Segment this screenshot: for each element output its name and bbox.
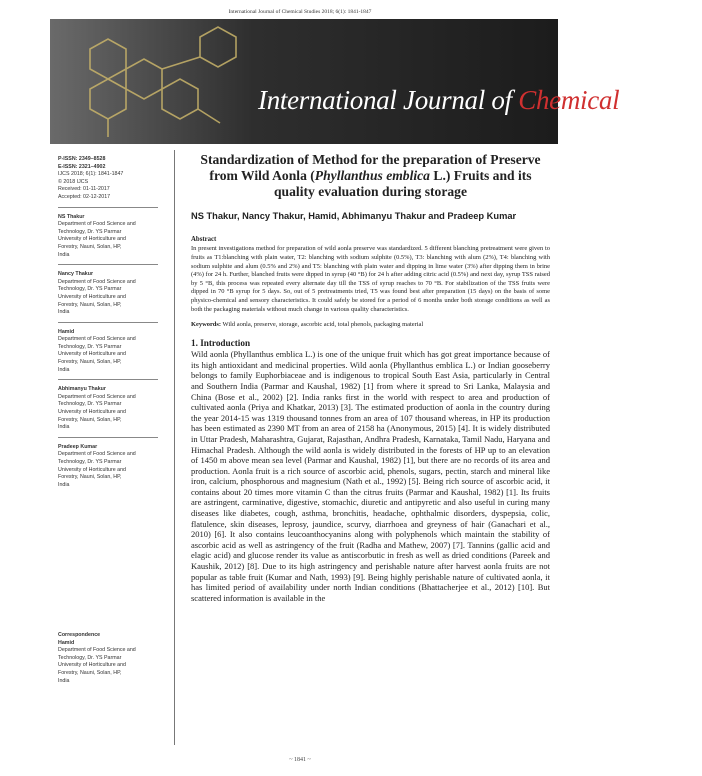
affiliation-line: Department of Food Science and: [58, 278, 136, 285]
keywords-label: Keywords:: [191, 321, 222, 329]
keywords-text: Wild aonla, preserve, storage, ascorbic acid, total phenols, packaging material: [221, 321, 424, 329]
left-sidebar: [58, 156, 168, 489]
correspondence-line: Forestry, Nauni, Solan, HP,: [58, 669, 122, 676]
affiliation-line: India: [58, 251, 70, 258]
keywords: [191, 321, 550, 328]
affiliation-line: University of Horticulture and: [58, 293, 127, 300]
author-affiliation: [58, 444, 168, 490]
correspondence-line: Department of Food Science and: [58, 647, 136, 654]
affiliation-line: India: [58, 309, 70, 316]
author-affiliation: [58, 214, 168, 260]
correspondence-line: Technology, Dr. YS Parmar: [58, 654, 122, 661]
affiliation-author-name: Pradeep Kumar: [58, 443, 98, 450]
column-divider: [174, 150, 175, 745]
author-affiliation: [58, 386, 168, 432]
accepted-date: Accepted: 02-12-2017: [58, 193, 111, 200]
journal-title: International Journal of Chemical Studies: [258, 85, 702, 115]
copyright: © 2018 IJCS: [58, 178, 89, 185]
affiliation-line: Forestry, Nauni, Solan, HP,: [58, 416, 122, 423]
paper-authors: NS Thakur, Nancy Thakur, Hamid, Abhimanyu Thakur and Pradeep Kumar: [191, 210, 517, 221]
affiliation-line: University of Horticulture and: [58, 409, 127, 416]
paper-title: Standardization of Method for the preparation of Preserve from Wild Aonla (Phyllanthus emblica L.) Fruits and its quality evaluation during storage: [200, 152, 541, 200]
introduction-heading: 1. Introduction: [191, 338, 251, 349]
divider: [58, 437, 158, 438]
correspondence-line: India: [58, 677, 70, 684]
correspondence-line: University of Horticulture and: [58, 662, 127, 669]
affiliation-author-name: Hamid: [58, 328, 75, 335]
affiliation-line: Technology, Dr. YS Parmar: [58, 286, 122, 293]
abstract-text: In present investigations method for preparation of wild aonla preserve was standardized. 5 different blanching pretreatment were given to fruits as T1:blanching with plain water, T2: blanching with sodium sulphite (0.5%), T3: blanching with alum (2%), T4: blanching with sodium sulphite and alum (0.5% and 2%) and T5: blanching with plain water and dipping in lime water (3%) after dipping them in brine (4%) for 24 h. Further, blanched fruits were dipped in syrup (40 °B) for 24 h after adding citric acid (0.5%) and next day, syrup TSS raised by 5 °B, this process was repeated every alternate day till the TSS of syrup reaches to 70 °B. For stabilization of the TSS fruits were dipped in 70 °B syrup for 5 days. So, out of 5 pretreatments tried, T5 was found best after preparation (15 days) on the basis of some physico-chemical and sensory characteristics. It could safely be stored for a period of 6 months under both storage conditions as well as both the packaging materials without much change in various quality characteristics.: [191, 245, 550, 313]
affiliation-line: Technology, Dr. YS Parmar: [58, 343, 122, 350]
affiliation-line: University of Horticulture and: [58, 351, 127, 358]
affiliation-author-name: Abhimanyu Thakur: [58, 386, 106, 393]
affiliation-line: India: [58, 366, 70, 373]
affiliation-line: India: [58, 481, 70, 488]
author-affiliation: [58, 271, 168, 317]
pissn: P-ISSN: 2349–8528: [58, 156, 106, 162]
affiliation-line: Department of Food Science and: [58, 336, 136, 343]
chemical-structure-graphic: [50, 19, 558, 144]
abstract-heading: Abstract: [191, 236, 217, 244]
main-column: [191, 152, 550, 603]
divider: [58, 207, 158, 208]
divider: [58, 264, 158, 265]
eissn: E-ISSN: 2321–4902: [58, 163, 106, 170]
author-affiliation: [58, 329, 168, 375]
affiliation-line: Technology, Dr. YS Parmar: [58, 228, 122, 235]
affiliation-line: Department of Food Science and: [58, 221, 136, 228]
affiliation-line: Department of Food Science and: [58, 451, 136, 458]
affiliation-line: Department of Food Science and: [58, 393, 136, 400]
correspondence-block: [58, 632, 168, 685]
introduction-text: Wild aonla (Phyllanthus emblica L.) is one of the unique fruit which has got great importance because of its high antioxidant and medicinal properties. Wild aonla (Phyllanthus emblica L.) or Indian gooseberry belongs to family Euphorbiaceae and is indigenous to tropical South East Asia, particularly in Central and Southern India (Parmar and Kaushal, 1982) [1] from where it spread to Sri Lanka, Malaysia and China (Bose et al., 2002) [2]. India ranks first in the world with respect to area and production of cultivated aonla (Priya and Khatkar, 2013) [3]. The estimated production of aonla in the country during the year 2014-15 was 1319 thousand tonnes from an area of 107 thousand whereas, in HP its production has been estimated as 2390 MT from an area of 2158 ha (Anonymous, 2015) [4]. It is widely distributed in Uttar Pradesh, Maharashtra, Gujarat, Rajasthan, Andhra Pradesh, Karnataka, Tamil Nadu, Haryana and Himachal Pradesh. Although the wild aonla is widely distributed in the forests of HP up to an elevation of 1450 m above mean sea level (Parmar and Kaushal, 1982) [1], but there are no records of its area and production. Aonla fruit is a rich source of ascorbic acid, phenols, sugars, pectin, starch and mineral like iron, calcium, phosphorous and magnesium (Nath et al., 1992) [5]. Being rich source of ascorbic acid, it contains about 20 times more vitamin C than the citrus fruits (Parmar and Kaushal, 1982) [1]. Its fruits are astringent, carminative, digestive, stomachic, diuretic and antipyretic and also useful in curing many diseases like diabetes, cough, asthma, bronchitis, headache, ophthalmic disorders, dyspepsia, colic, flatulence, skin diseases, leprosy, jaundice, scurvy, diarrhoea and greyness of hair (Ganachari et al., 2010) [6]. It also contains leucoanthocyanins along with polyphenols which maintain the stability of ascorbic acid as well as astringency of the fruit (Radha and Mathew, 2007) [7]. Tannins (gallic acid and elagic acid) and glucose render its value as antiscorbutic in fresh as well as dried conditions (Pareek and Kaushik, 2012) [8]. Due to its high astringency and perishable nature after harvest aonla fruits are not popular as table fruit (Kumar and Nath, 1993) [9]. Being highly perishable nature of cultivated aonla, it has limited period of availability under north Indian conditions (Bhattacherjee et al., 2012) [10]. But scattered information is available in the: [191, 349, 550, 603]
correspondence-name: Hamid: [58, 639, 75, 646]
affiliation-line: Forestry, Nauni, Solan, HP,: [58, 474, 122, 481]
affiliation-line: University of Horticulture and: [58, 236, 127, 243]
journal-banner: [50, 19, 702, 144]
journal-header-line: International Journal of Chemical Studies 2018; 6(1): 1841-1847: [228, 9, 372, 15]
affiliation-line: Technology, Dr. YS Parmar: [58, 401, 122, 408]
affiliation-line: Forestry, Nauni, Solan, HP,: [58, 301, 122, 308]
affiliation-author-name: NS Thakur: [58, 213, 85, 220]
affiliation-line: Technology, Dr. YS Parmar: [58, 459, 122, 465]
affiliation-line: India: [58, 424, 70, 431]
divider: [58, 322, 158, 323]
divider: [58, 379, 158, 380]
affiliation-line: University of Horticulture and: [58, 466, 127, 473]
article-meta: [58, 156, 168, 202]
ijcs-citation: IJCS 2018; 6(1): 1841-1847: [58, 171, 124, 178]
affiliation-line: Forestry, Nauni, Solan, HP,: [58, 359, 122, 366]
affiliation-author-name: Nancy Thakur: [58, 271, 94, 278]
received-date: Received: 01-11-2017: [58, 186, 110, 193]
affiliation-line: Forestry, Nauni, Solan, HP,: [58, 243, 122, 250]
page-number: ~ 1841 ~: [289, 757, 311, 763]
correspondence-label: Correspondence: [58, 632, 101, 638]
